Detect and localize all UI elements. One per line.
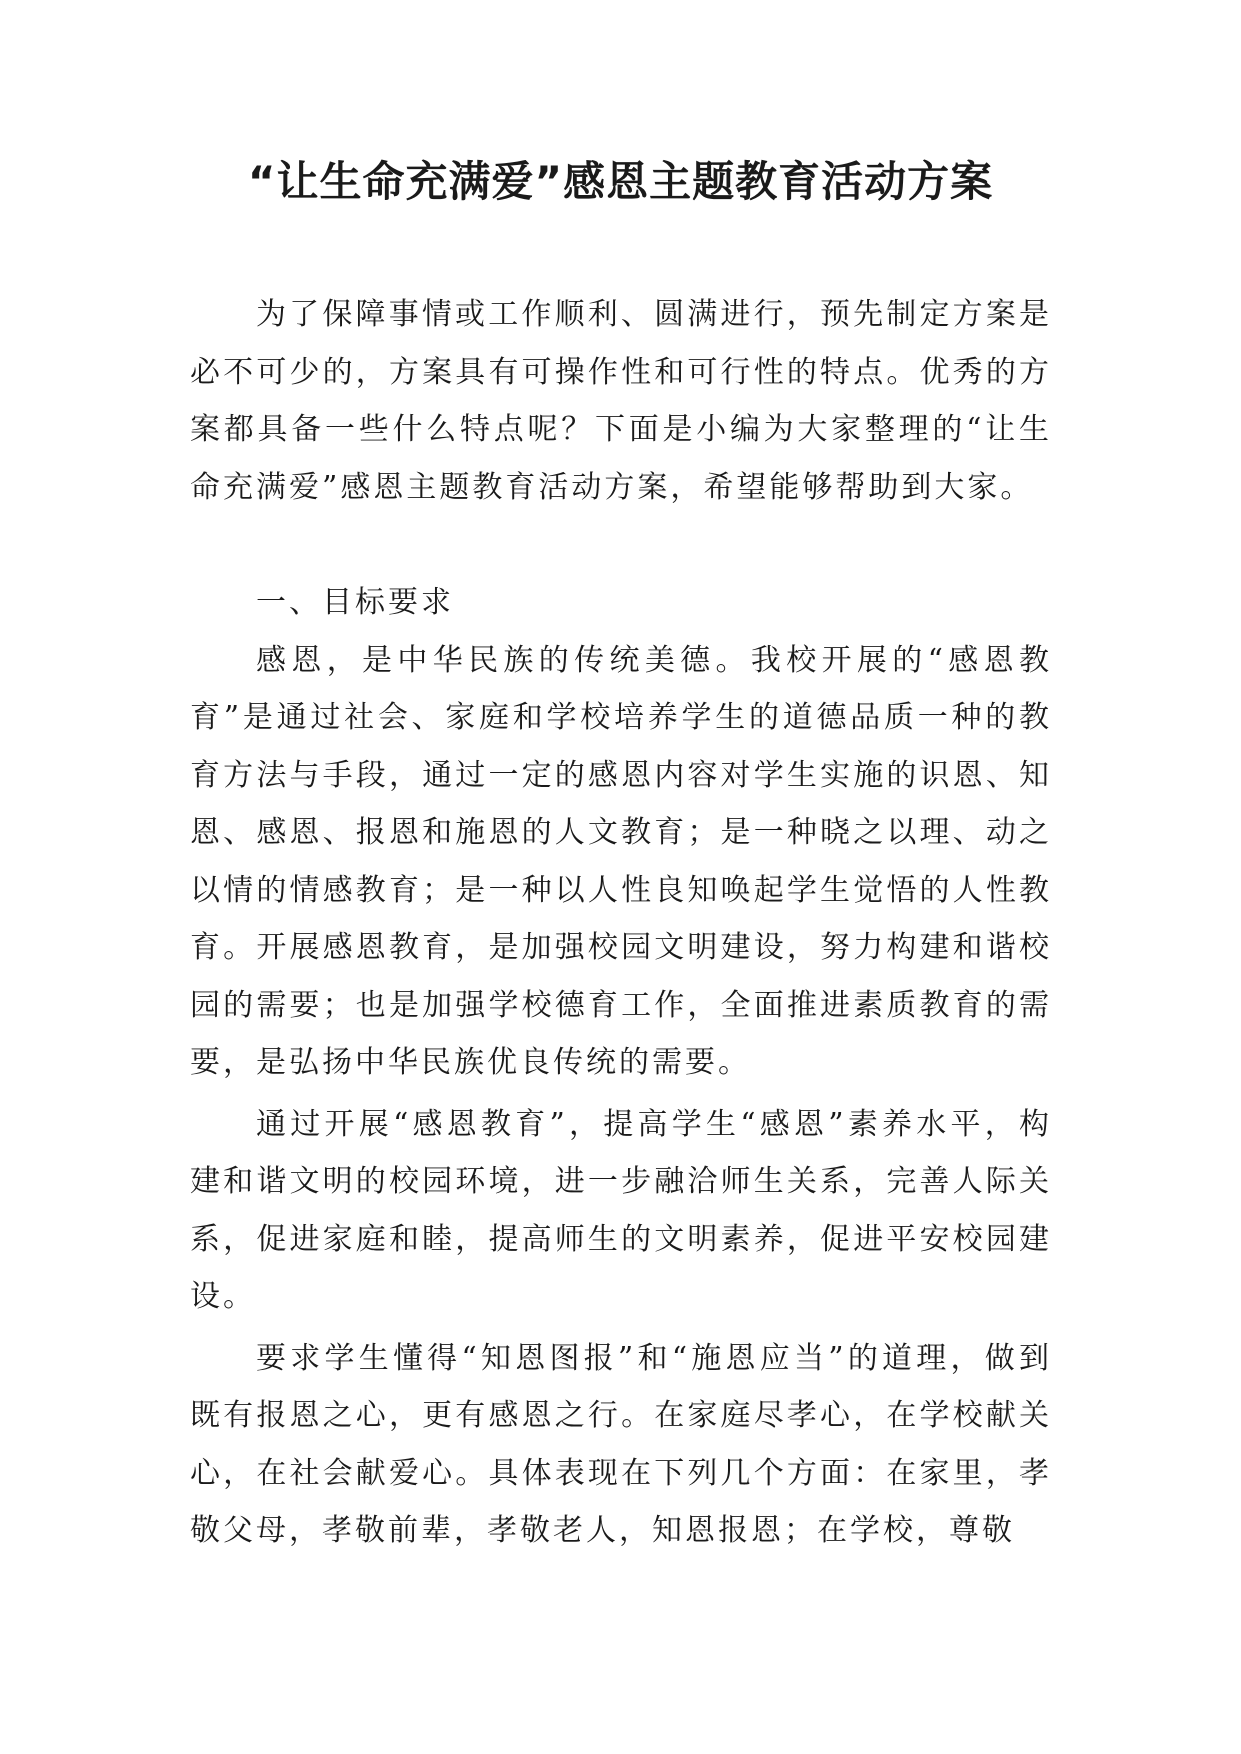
body-paragraph: 感恩，是中华民族的传统美德。我校开展的“感恩教育”是通过社会、家庭和学校培养学生的道德品质一种的教育方法与手段，通过一定的感恩内容对学生实施的识恩、知恩、感恩、报恩和施恩的人文教育；是一种晓之以理、动之以情的情感教育；是一种以人性良知唤起学生觉悟的人性教育。开展感恩教育，是加强校园文明建设，努力构建和谐校园的需要；也是加强学校德育工作，全面推进素质教育的需要，是弘扬中华民族优良传统的需要。 (190, 642, 1052, 1080)
body-paragraph: 要求学生懂得“知恩图报”和“施恩应当”的道理，做到既有报恩之心，更有感恩之行。在家庭尽孝心，在学校献关心，在社会献爱心。具体表现在下列几个方面：在家里，孝敬父母，孝敬前辈，孝敬老人，知恩报恩；在学校，尊敬 (190, 1340, 1052, 1548)
section-heading: 一、目标要求 (256, 585, 454, 620)
document-title: “让生命充满爱”感恩主题教育活动方案 (247, 157, 994, 206)
intro-paragraph: 为了保障事情或工作顺利、圆满进行，预先制定方案是必不可少的，方案具有可操作性和可行性的特点。优秀的方案都具备一些什么特点呢？下面是小编为大家整理的“让生命充满爱”感恩主题教育活动方案，希望能够帮助到大家。 (190, 297, 1052, 505)
intro-block (190, 286, 1052, 516)
section-goals (190, 574, 1052, 1560)
body-paragraph: 通过开展“感恩教育”，提高学生“感恩”素养水平，构建和谐文明的校园环境，进一步融洽师生关系，完善人际关系，促进家庭和睦，提高师生的文明素养，促进平安校园建设。 (190, 1106, 1052, 1314)
